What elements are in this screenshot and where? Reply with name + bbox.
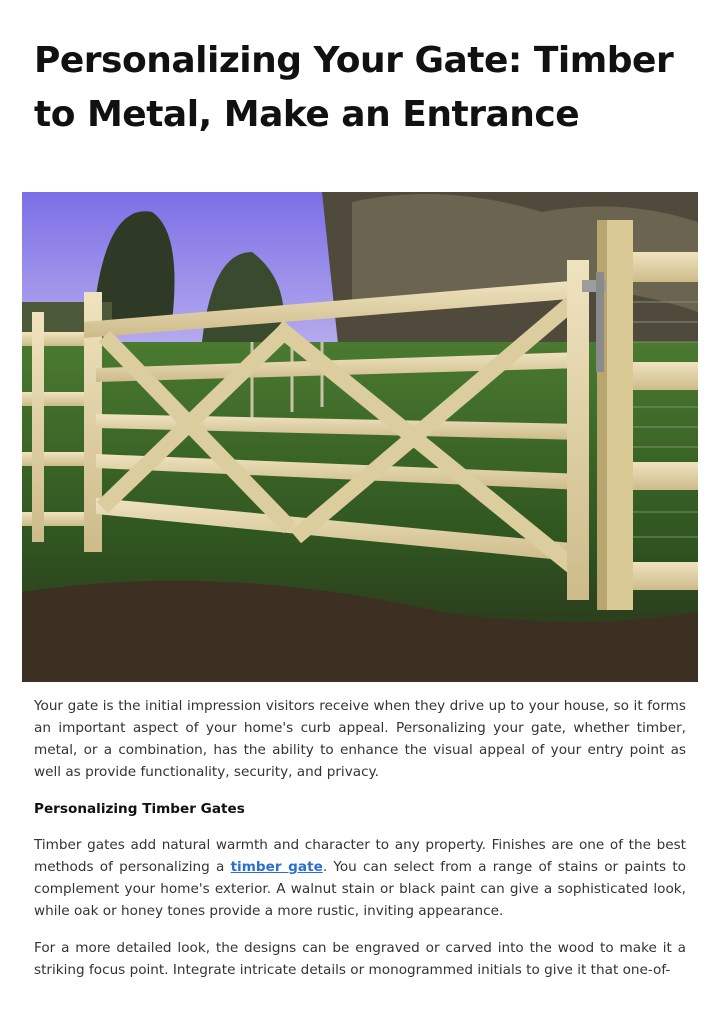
paragraph-text-end: . You can select from a range of stains or paints to complement your home's exterior. A walnut stain or black paint can give a sophisticated look, while oak or honey tones provide a more rustic, inviting appearance.: [34, 859, 686, 919]
engraving-paragraph: For a more detailed look, the designs can be engraved or carved into the wood to make it a striking focus point. Integrate intricate details or monogrammed initials to give it that one-of-: [34, 940, 686, 978]
intro-paragraph: Your gate is the initial impression visitors receive when they drive up to your house, so it forms an important aspect of your home's curb appeal. Personalizing your gate, whether timber, metal, or a combination, has the ability to enhance the visual appeal of your entry point as well as provide functionality, security, and privacy.: [34, 698, 686, 780]
page-title: Personalizing Your Gate: Timber to Metal, Make an Entrance: [34, 40, 674, 135]
section-heading: Personalizing Timber Gates: [34, 801, 245, 817]
timber-gate-photo: [22, 192, 698, 682]
timber-gate-link[interactable]: timber gate: [230, 859, 323, 875]
timber-finishes-paragraph: [34, 834, 686, 922]
paragraph-text-start: Timber gates add natural warmth and character to any property. Finishes are one of the best methods of personalizing a: [34, 837, 686, 875]
